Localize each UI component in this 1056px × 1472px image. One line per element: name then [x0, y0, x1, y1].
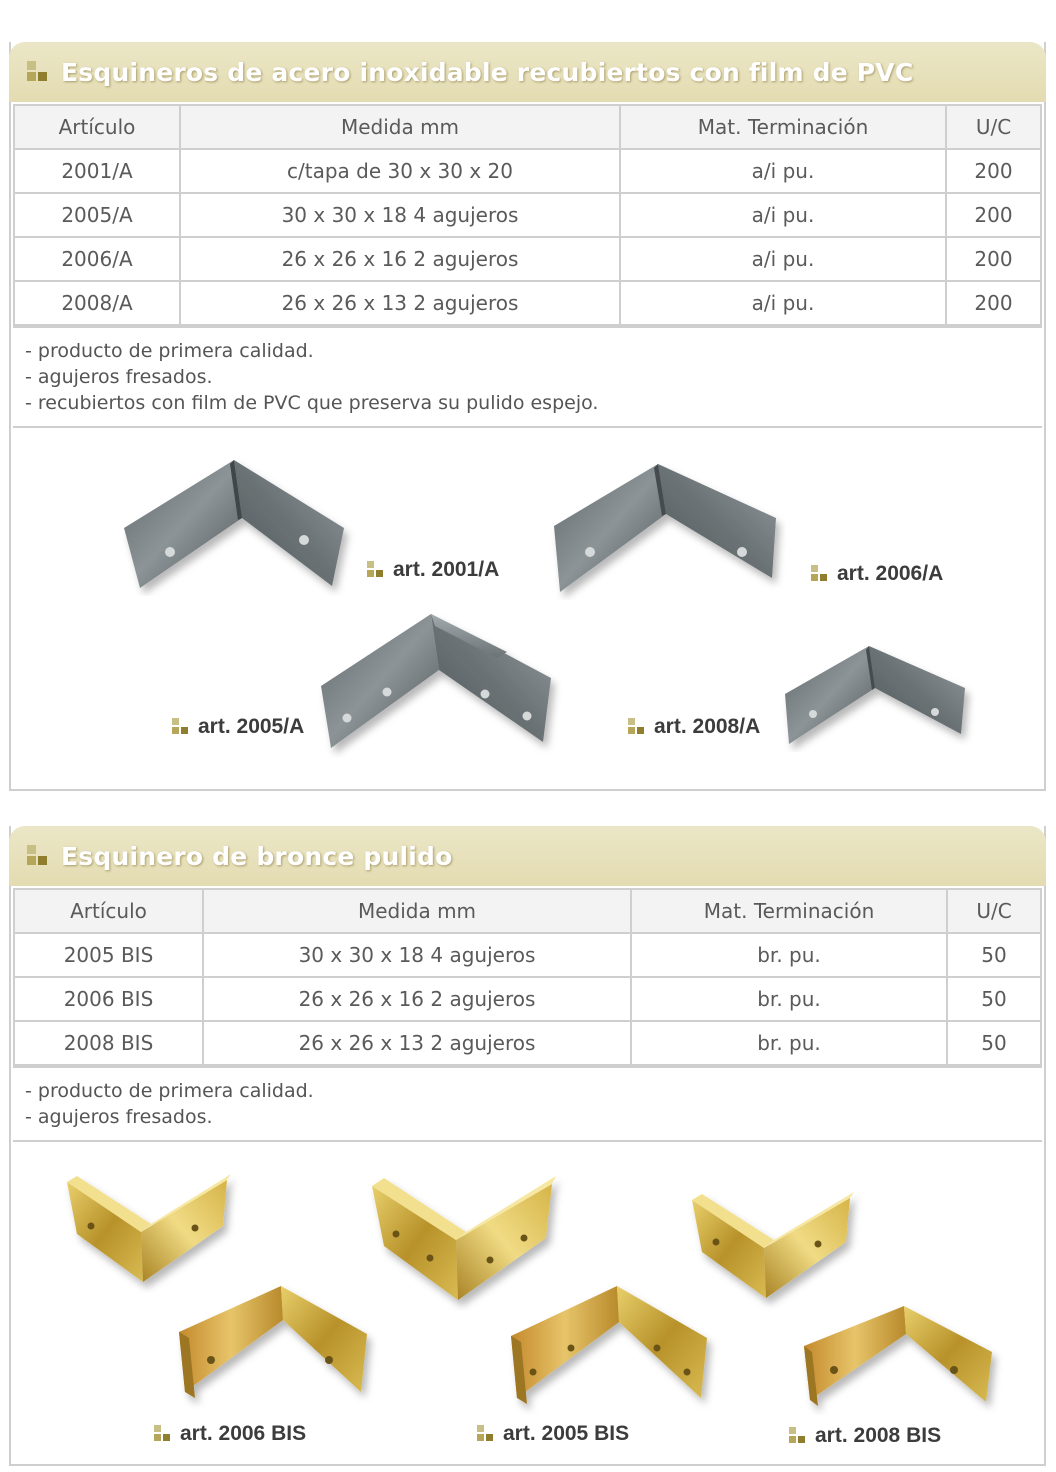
section-brass [9, 826, 1046, 1466]
note-line: - producto de primera calidad. [25, 340, 314, 362]
section-stainless [9, 42, 1046, 791]
corner-2005a-image [311, 608, 571, 758]
corner-2008bis-bottom-image [796, 1300, 1006, 1415]
caption-2005bis: art. 2005 BIS [469, 1422, 629, 1446]
cell-article: 2006/A [14, 237, 180, 281]
table-row [14, 1021, 1041, 1065]
cell-size: 26 x 26 x 13 2 agujeros [203, 1021, 631, 1065]
bullet-squares-icon [172, 718, 190, 736]
spec-table [13, 104, 1042, 326]
caption-2008bis: art. 2008 BIS [781, 1424, 941, 1448]
bullet-squares-icon [27, 61, 49, 83]
cell-units: 50 [947, 933, 1041, 977]
bullet-squares-icon [154, 1425, 172, 1443]
cell-finish: a/i pu. [620, 193, 946, 237]
bullet-squares-icon [367, 561, 385, 579]
table-row [14, 149, 1041, 193]
cell-finish: br. pu. [631, 977, 947, 1021]
product-notes [13, 326, 1042, 428]
caption-2001a: art. 2001/A [359, 558, 499, 582]
table-row [14, 933, 1041, 977]
cell-article: 2008/A [14, 281, 180, 325]
column-header: U/C [946, 105, 1041, 149]
column-header: Artículo [14, 105, 180, 149]
cell-units: 200 [946, 281, 1041, 325]
caption-2005a: art. 2005/A [164, 715, 304, 739]
product-gallery [11, 428, 1044, 798]
column-header: Medida mm [203, 889, 631, 933]
cell-finish: br. pu. [631, 933, 947, 977]
cell-size: 30 x 30 x 18 4 agujeros [203, 933, 631, 977]
section-title: Esquinero de bronce pulido [61, 841, 453, 871]
table-row [14, 237, 1041, 281]
product-notes [13, 1066, 1042, 1142]
cell-article: 2008 BIS [14, 1021, 203, 1065]
note-line: - recubiertos con film de PVC que preserva su pulido espejo. [25, 392, 599, 414]
cell-finish: br. pu. [631, 1021, 947, 1065]
cell-units: 200 [946, 237, 1041, 281]
cell-size: 26 x 26 x 16 2 agujeros [180, 237, 620, 281]
table-header-row [14, 105, 1041, 149]
caption-2006bis: art. 2006 BIS [146, 1422, 306, 1446]
cell-finish: a/i pu. [620, 281, 946, 325]
cell-article: 2005/A [14, 193, 180, 237]
cell-size: 26 x 26 x 16 2 agujeros [203, 977, 631, 1021]
bullet-squares-icon [811, 565, 829, 583]
table-row [14, 977, 1041, 1021]
table-header-row [14, 889, 1041, 933]
note-line: - agujeros fresados. [25, 1106, 213, 1128]
corner-2006bis-bottom-image [171, 1280, 381, 1410]
cell-units: 200 [946, 193, 1041, 237]
cell-size: 26 x 26 x 13 2 agujeros [180, 281, 620, 325]
cell-finish: a/i pu. [620, 237, 946, 281]
corner-2001a-image [116, 456, 356, 596]
column-header: U/C [947, 889, 1041, 933]
cell-units: 50 [947, 1021, 1041, 1065]
caption-2008a: art. 2008/A [620, 715, 760, 739]
bullet-squares-icon [789, 1427, 807, 1445]
table-row [14, 281, 1041, 325]
bullet-squares-icon [477, 1425, 495, 1443]
section-header [9, 826, 1046, 886]
cell-size: 30 x 30 x 18 4 agujeros [180, 193, 620, 237]
section-title: Esquineros de acero inoxidable recubiertos con film de PVC [61, 57, 914, 87]
cell-article: 2005 BIS [14, 933, 203, 977]
cell-article: 2001/A [14, 149, 180, 193]
column-header: Mat. Terminación [631, 889, 947, 933]
note-line: - agujeros fresados. [25, 366, 213, 388]
section-header [9, 42, 1046, 102]
product-gallery [11, 1142, 1044, 1472]
spec-table [13, 888, 1042, 1066]
note-line: - producto de primera calidad. [25, 1080, 314, 1102]
bullet-squares-icon [27, 845, 49, 867]
cell-article: 2006 BIS [14, 977, 203, 1021]
table-row [14, 193, 1041, 237]
cell-size: c/tapa de 30 x 30 x 20 [180, 149, 620, 193]
corner-2006a-image [546, 460, 786, 600]
cell-units: 200 [946, 149, 1041, 193]
corner-2008bis-top-image [686, 1192, 866, 1312]
column-header: Artículo [14, 889, 203, 933]
corner-2008a-image [779, 642, 979, 752]
column-header: Mat. Terminación [620, 105, 946, 149]
column-header: Medida mm [180, 105, 620, 149]
caption-2006a: art. 2006/A [803, 562, 943, 586]
cell-units: 50 [947, 977, 1041, 1021]
bullet-squares-icon [628, 718, 646, 736]
cell-finish: a/i pu. [620, 149, 946, 193]
corner-2006bis-top-image [61, 1174, 241, 1294]
